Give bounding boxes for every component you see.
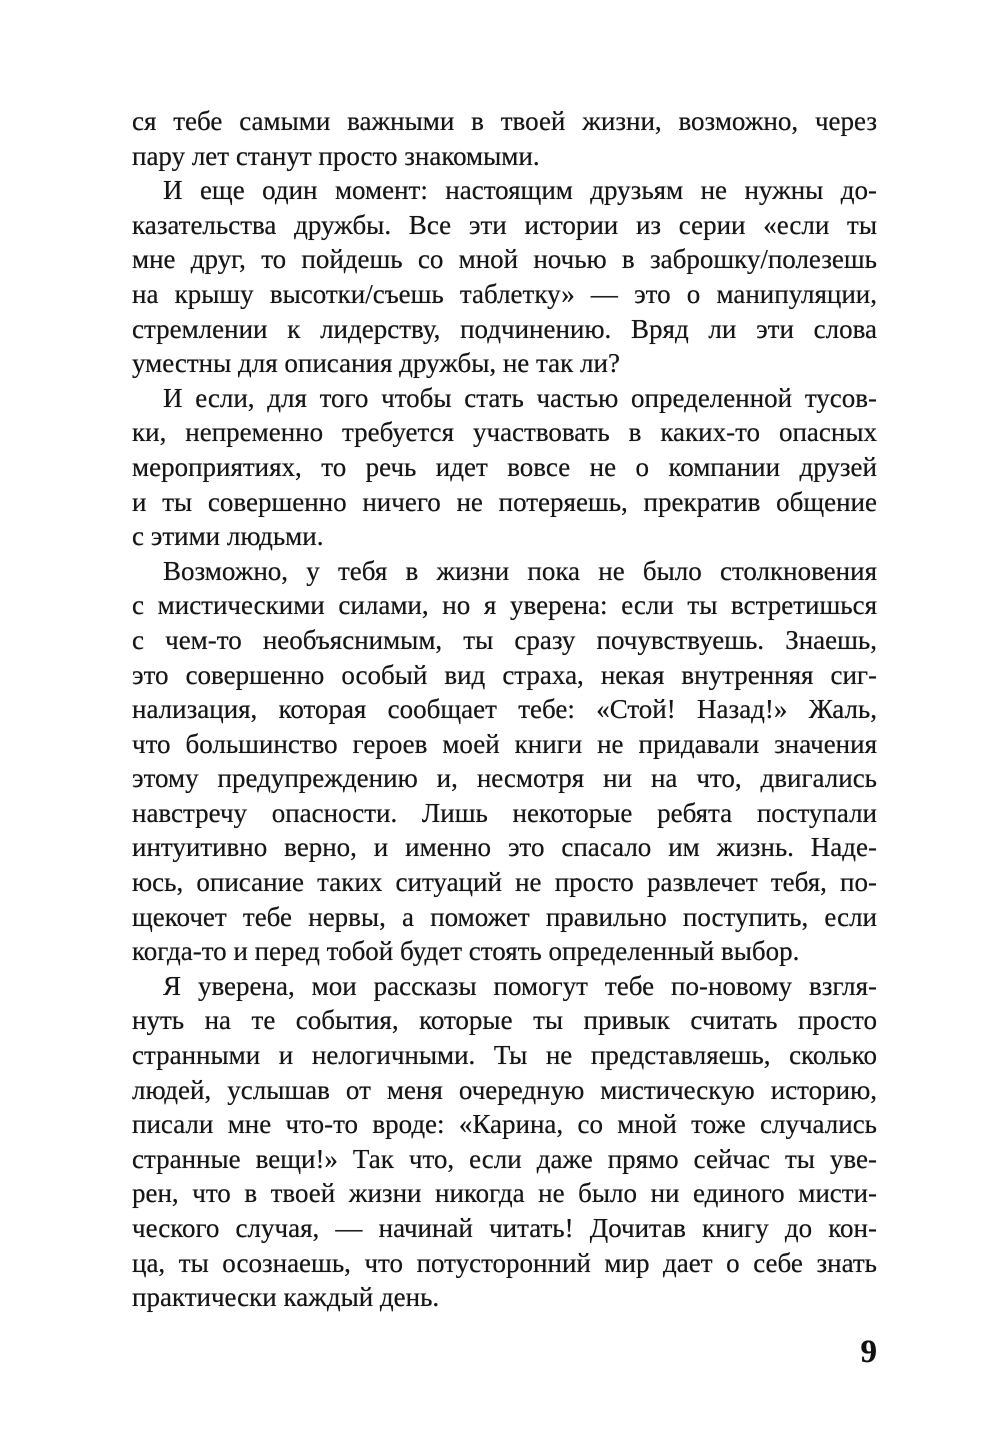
text-line: [132, 1038, 877, 1073]
text-line: [132, 900, 877, 935]
text-line-content: ки, непременно требуется участвовать в каких-то опасных: [132, 417, 877, 448]
text-line-content: странными и нелогичными. Ты не представляешь, сколько: [132, 1040, 877, 1071]
text-line: [132, 727, 877, 762]
text-line-content: рен, что в твоей жизни никогда не было ни единого мисти-: [132, 1178, 877, 1209]
text-line: [132, 761, 877, 796]
text-line: [132, 1176, 877, 1211]
text-line-content: нализация, которая сообщает тебе: «Стой! Назад!» Жаль,: [132, 694, 877, 725]
paragraph-5: [132, 969, 877, 1315]
text-line-content: людей, услышав от меня очередную мистическую историю,: [132, 1074, 877, 1105]
page-number: 9: [860, 1334, 877, 1370]
text-line-content: с этими людьми.: [132, 521, 324, 552]
text-line-content: практически каждый день.: [132, 1282, 440, 1313]
text-line-content: ца, ты осознаешь, что потусторонний мир дает о себе знать: [132, 1247, 877, 1278]
text-line-content: щекочет тебе нервы, а поможет правильно поступить, если: [132, 901, 877, 932]
text-line: [132, 692, 877, 727]
text-line: [132, 1211, 877, 1246]
text-line: [132, 1107, 877, 1142]
text-line-content: ся тебе самыми важными в твоей жизни, возможно, через: [132, 106, 877, 136]
text-line-content: на крышу высотки/съешь таблетку» — это о манипуляции,: [132, 278, 877, 309]
text-line: [132, 969, 877, 1004]
text-line: [132, 865, 877, 900]
text-line: [132, 934, 877, 969]
text-line-content: интуитивно верно, и именно это спасало им жизнь. Наде-: [132, 832, 877, 863]
text-line: [132, 519, 877, 554]
text-line: [132, 1003, 877, 1038]
paragraph-4: [132, 554, 877, 969]
text-line-content: что большинство героев моей книги не придавали значения: [132, 728, 877, 759]
text-line-content: казательства дружбы. Все эти истории из серии «если ты: [132, 209, 877, 240]
text-line-content: с чем-то необъяснимым, ты сразу почувствуешь. Знаешь,: [132, 624, 877, 655]
text-line: [132, 381, 877, 416]
text-line-content: пару лет станут просто знакомыми.: [132, 140, 540, 171]
text-line: [132, 208, 877, 243]
text-line-content: писали мне что-то вроде: «Карина, со мной тоже случались: [132, 1109, 877, 1140]
text-line: [132, 796, 877, 831]
text-line: [132, 588, 877, 623]
text-line-content: И если, для того чтобы стать частью определенной тусов-: [163, 382, 877, 413]
text-line-content: мероприятиях, то речь идет вовсе не о компании друзей: [132, 451, 877, 482]
text-line-content: уместны для описания дружбы, не так ли?: [132, 348, 620, 379]
text-line-content: когда-то и перед тобой будет стоять определенный выбор.: [132, 936, 800, 967]
text-line-content: нуть на те события, которые ты привык считать просто: [132, 1005, 877, 1036]
text-line: [132, 1073, 877, 1108]
text-line-content: и ты совершенно ничего не потеряешь, прекратив общение: [132, 486, 877, 517]
paragraph-2: [132, 173, 877, 381]
text-line: [132, 277, 877, 312]
text-line-content: навстречу опасности. Лишь некоторые ребята поступали: [132, 797, 877, 828]
text-line-content: Возможно, у тебя в жизни пока не было столкновения: [163, 555, 877, 586]
text-line-content: этому предупреждению и, несмотря ни на что, двигались: [132, 763, 877, 794]
text-line-content: юсь, описание таких ситуаций не просто развлечет тебя, по-: [132, 867, 877, 898]
text-line: [132, 554, 877, 589]
text-line: [132, 830, 877, 865]
text-line-content: ческого случая, — начинай читать! Дочитав книгу до кон-: [132, 1213, 877, 1243]
text-line: [132, 485, 877, 520]
text-line: [132, 658, 877, 693]
text-line-content: мне друг, то пойдешь со мной ночью в заброшку/полезешь: [132, 244, 877, 275]
text-line: [132, 623, 877, 658]
text-line: [132, 104, 877, 139]
text-line-content: Я уверена, мои рассказы помогут тебе по-новому взгля-: [163, 970, 877, 1001]
text-line: [132, 173, 877, 208]
text-line-content: с мистическими силами, но я уверена: если ты встретишься: [132, 590, 877, 621]
text-line-content: И еще один момент: настоящим друзьям не нужны до-: [163, 175, 877, 206]
text-line: [132, 346, 877, 381]
text-line: [132, 242, 877, 277]
text-line-content: стремлении к лидерству, подчинению. Вряд ли эти слова: [132, 313, 877, 344]
text-line: [132, 312, 877, 347]
text-line: [132, 139, 877, 174]
text-line-content: странные вещи!» Так что, если даже прямо сейчас ты уве-: [132, 1143, 877, 1174]
text-line: [132, 415, 877, 450]
text-line: [132, 1142, 877, 1177]
text-line: [132, 1280, 877, 1315]
paragraph-3: [132, 381, 877, 554]
text-block: [132, 104, 877, 1315]
text-line: [132, 450, 877, 485]
text-line: [132, 1246, 877, 1281]
text-line-content: это совершенно особый вид страха, некая внутренняя сиг-: [132, 659, 877, 690]
paragraph-1: [132, 104, 877, 173]
